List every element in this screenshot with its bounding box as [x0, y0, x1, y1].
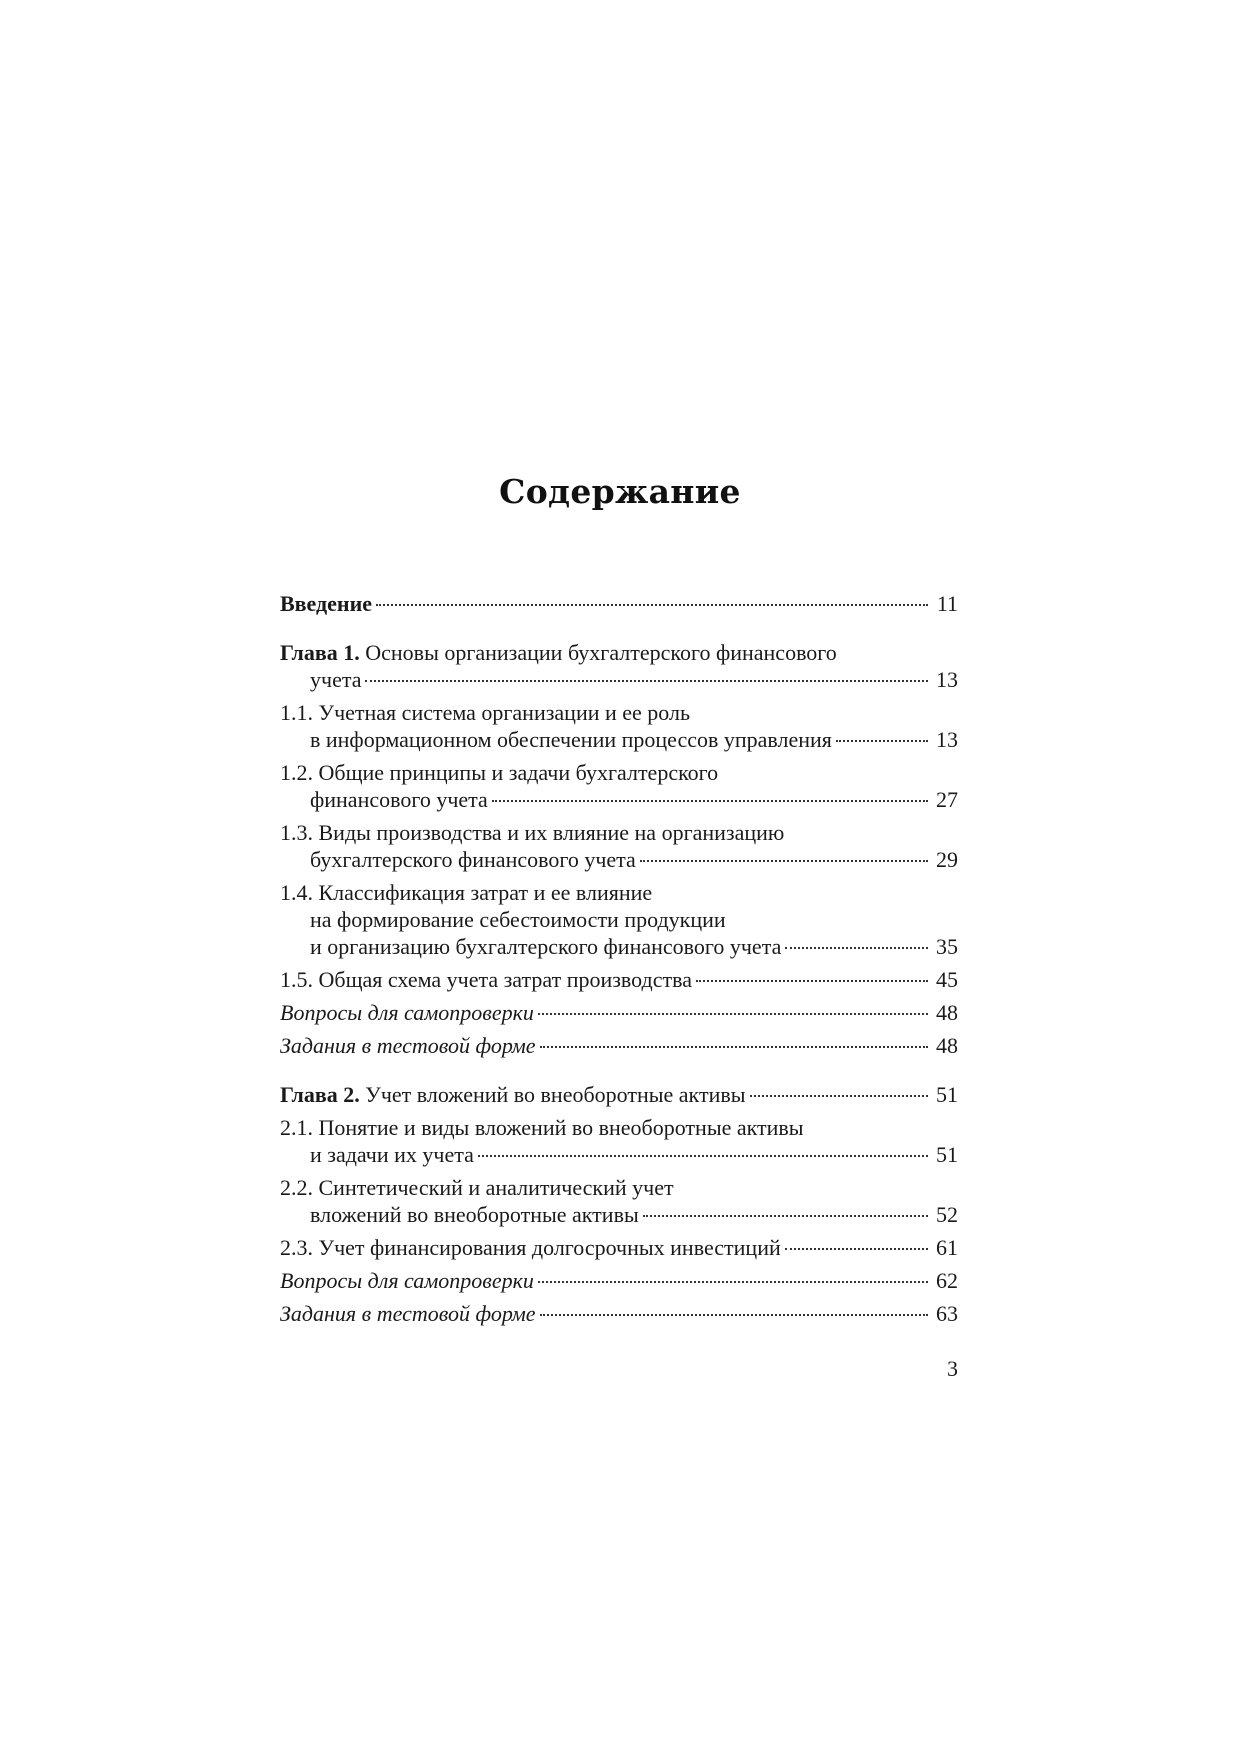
section-title: 1.2. Общие принципы и задачи бухгалтерского — [280, 760, 719, 785]
section-title: 1.5. Общая схема учета затрат производства — [280, 967, 692, 992]
toc-entry-questions-1 — [280, 999, 958, 1026]
toc-entry-section-1-2 — [280, 759, 958, 813]
chapter-title-cont: учета — [310, 667, 362, 692]
section-title-cont: в информационном обеспечении процессов управления — [310, 727, 832, 752]
section-title: 1.1. Учетная система организации и ее роль — [280, 700, 691, 725]
dot-leader — [538, 1281, 928, 1283]
toc-entry-tests-1 — [280, 1032, 958, 1059]
toc-entry-section-2-1 — [280, 1114, 958, 1168]
toc-page-number: 51 — [936, 1142, 958, 1167]
toc-page-number: 62 — [936, 1268, 958, 1293]
section-title: 2.1. Понятие и виды вложений во внеоборотные активы — [280, 1115, 804, 1140]
chapter-prefix: Глава 1. — [280, 640, 360, 665]
toc-page-number: 48 — [936, 1000, 958, 1025]
toc-page-number: 29 — [936, 847, 958, 872]
tests-label: Задания в тестовой форме — [280, 1301, 536, 1326]
toc-page-number: 27 — [936, 787, 958, 812]
dot-leader — [643, 1215, 928, 1217]
toc-entry-questions-2 — [280, 1267, 958, 1294]
toc-page-number: 52 — [936, 1202, 958, 1227]
toc-page-number: 51 — [936, 1082, 958, 1107]
dot-leader — [640, 860, 928, 862]
toc-entry-section-2-2 — [280, 1174, 958, 1228]
toc-entry-section-1-5 — [280, 966, 958, 993]
toc-entry-section-1-4 — [280, 879, 958, 960]
questions-label: Вопросы для самопроверки — [280, 1000, 534, 1025]
dot-leader — [478, 1155, 928, 1157]
section-title-cont: бухгалтерского финансового учета — [310, 847, 636, 872]
table-of-contents — [280, 590, 958, 1327]
dot-leader — [540, 1314, 928, 1316]
toc-introduction-label: Введение — [280, 591, 373, 616]
section-title: 2.3. Учет финансирования долгосрочных инвестиций — [280, 1235, 781, 1260]
toc-entry-section-1-1 — [280, 699, 958, 753]
toc-page-number: 13 — [936, 667, 958, 692]
section-title: 1.3. Виды производства и их влияние на организацию — [280, 820, 785, 845]
toc-entry-chapter-2 — [280, 1081, 958, 1108]
chapter-title: Основы организации бухгалтерского финансового — [365, 640, 837, 665]
toc-entry-tests-2 — [280, 1300, 958, 1327]
toc-entry-chapter-1 — [280, 639, 958, 693]
dot-leader — [785, 1248, 928, 1250]
toc-page-number: 13 — [936, 727, 958, 752]
toc-entry-section-1-3 — [280, 819, 958, 873]
tests-label: Задания в тестовой форме — [280, 1033, 536, 1058]
dot-leader — [492, 800, 928, 802]
toc-entry-section-2-3 — [280, 1234, 958, 1261]
section-title: 1.4. Классификация затрат и ее влияние — [280, 880, 653, 905]
section-title-cont: и задачи их учета — [310, 1142, 474, 1167]
questions-label: Вопросы для самопроверки — [280, 1268, 534, 1293]
dot-leader — [836, 740, 928, 742]
toc-page-number: 11 — [936, 591, 958, 616]
dot-leader — [538, 1013, 928, 1015]
dot-leader — [750, 1095, 928, 1097]
dot-leader — [785, 947, 928, 949]
toc-page-number: 48 — [936, 1033, 958, 1058]
dot-leader — [365, 680, 928, 682]
chapter-title: Учет вложений во внеоборотные активы — [365, 1082, 746, 1107]
page-title: Содержание — [499, 472, 741, 511]
section-title-cont: на формирование себестоимости продукции — [310, 907, 726, 932]
section-title-cont: и организацию бухгалтерского финансового учета — [310, 934, 782, 959]
toc-entry-introduction — [280, 590, 958, 617]
chapter-prefix: Глава 2. — [280, 1082, 360, 1107]
dot-leader — [696, 980, 928, 982]
dot-leader — [540, 1046, 928, 1048]
section-title-cont: вложений во внеоборотные активы — [310, 1202, 639, 1227]
toc-page-number: 61 — [936, 1235, 958, 1260]
section-title-cont: финансового учета — [310, 787, 488, 812]
dot-leader — [376, 604, 928, 606]
toc-page-number: 45 — [936, 967, 958, 992]
page-folio: 3 — [947, 1356, 958, 1381]
section-title: 2.2. Синтетический и аналитический учет — [280, 1175, 674, 1200]
toc-page-number: 63 — [936, 1301, 958, 1326]
toc-page-number: 35 — [936, 934, 958, 959]
